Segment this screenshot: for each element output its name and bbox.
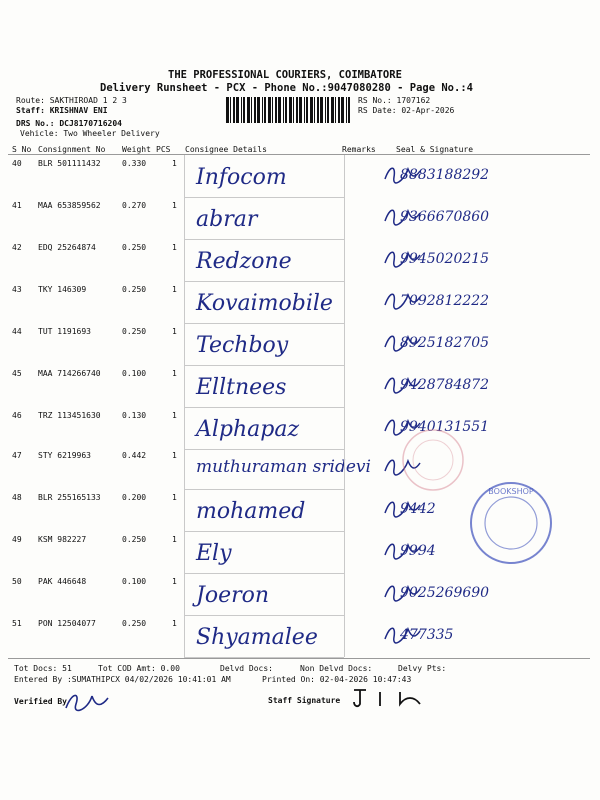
row-consignment: TUT 1191693 xyxy=(38,327,91,336)
row-signature-scribble xyxy=(382,373,422,395)
row-box-edge xyxy=(344,323,345,365)
barcode-bar xyxy=(230,97,231,123)
printed-on: Printed On: 02-04-2026 10:47:43 xyxy=(262,675,412,684)
col-weight: Weight xyxy=(122,145,151,154)
barcode-bar xyxy=(272,97,273,123)
barcode-bar xyxy=(348,97,350,123)
row-box-edge xyxy=(184,155,185,197)
entered-by: Entered By :SUMATHIPCX 04/02/2026 10:41:01 AM xyxy=(14,675,231,684)
barcode-bar xyxy=(275,97,277,123)
row-signature-scribble xyxy=(382,205,422,227)
row-sno: 43 xyxy=(12,285,22,294)
row-box-line xyxy=(184,489,344,490)
row-box-edge xyxy=(344,573,345,615)
barcode-bar xyxy=(257,97,260,123)
row-box-edge xyxy=(184,407,185,449)
barcode-bar xyxy=(314,97,315,123)
row-box-edge xyxy=(344,615,345,657)
row-sno: 47 xyxy=(12,451,22,460)
barcode-bar xyxy=(306,97,308,123)
row-consignee-handwritten: muthuraman sridevi xyxy=(196,457,371,477)
verified-by: Verified By xyxy=(14,697,67,706)
barcode xyxy=(226,97,354,123)
row-box-edge xyxy=(344,447,345,489)
vehicle-label: Vehicle: Two Wheeler Delivery xyxy=(20,129,160,138)
drs-number: DRS No.: DCJ8170716204 xyxy=(16,119,122,128)
row-box-edge xyxy=(344,407,345,449)
barcode-bar xyxy=(251,97,252,123)
row-consignee-handwritten: Joeron xyxy=(196,583,270,608)
row-sno: 49 xyxy=(12,535,22,544)
row-signature-scribble xyxy=(382,163,422,185)
rs-date: RS Date: 02-Apr-2026 xyxy=(358,106,455,115)
col-seal: Seal & Signature xyxy=(396,145,474,154)
row-consignee-handwritten: Infocom xyxy=(196,165,287,190)
row-consignee-handwritten: Elltnees xyxy=(196,375,287,400)
row-signature-text: 9940131551 xyxy=(400,419,490,435)
row-signature-scribble xyxy=(382,539,422,561)
row-weight: 0.330 xyxy=(122,159,147,168)
staff-signature xyxy=(350,686,430,714)
row-box-edge xyxy=(184,447,185,489)
row-box-edge xyxy=(344,239,345,281)
row-signature-text: 9025269690 xyxy=(400,585,490,601)
row-pcs: 1 xyxy=(172,243,177,252)
row-box-edge xyxy=(184,281,185,323)
row-box-line xyxy=(184,407,344,408)
row-pcs: 1 xyxy=(172,327,177,336)
row-box-edge xyxy=(184,615,185,657)
row-box-line xyxy=(184,449,344,450)
col-sno: S No xyxy=(12,145,32,154)
barcode-bar xyxy=(247,97,250,123)
row-signature-text: 9366670860 xyxy=(400,209,490,225)
row-pcs: 1 xyxy=(172,493,177,502)
row-signature-scribble xyxy=(382,581,422,603)
row-consignment: BLR 255165133 xyxy=(38,493,101,502)
row-consignment: STY 6219963 xyxy=(38,451,91,460)
row-consignment: KSM 982227 xyxy=(38,535,87,544)
row-weight: 0.130 xyxy=(122,411,147,420)
row-box-edge xyxy=(344,489,345,531)
row-weight: 0.250 xyxy=(122,535,147,544)
row-pcs: 1 xyxy=(172,411,177,420)
row-pcs: 1 xyxy=(172,201,177,210)
row-box-line xyxy=(184,197,344,198)
row-consignment: MAA 714266740 xyxy=(38,369,101,378)
barcode-bar xyxy=(236,97,239,123)
row-consignee-handwritten: mohamed xyxy=(196,499,306,524)
row-pcs: 1 xyxy=(172,285,177,294)
row-signature-scribble xyxy=(382,247,422,269)
row-consignee-handwritten: Redzone xyxy=(196,249,292,274)
row-sno: 40 xyxy=(12,159,22,168)
row-sno: 42 xyxy=(12,243,22,252)
row-sno: 46 xyxy=(12,411,22,420)
row-weight: 0.250 xyxy=(122,619,147,628)
row-signature-scribble xyxy=(382,289,422,311)
row-box-edge xyxy=(184,573,185,615)
row-pcs: 1 xyxy=(172,159,177,168)
barcode-bar xyxy=(283,97,284,123)
barcode-bar xyxy=(293,97,294,123)
bookshop-stamp xyxy=(466,478,556,568)
row-weight: 0.442 xyxy=(122,451,147,460)
row-sno: 48 xyxy=(12,493,22,502)
row-consignee-handwritten: Techboy xyxy=(196,333,289,358)
row-consignment: PON 12504077 xyxy=(38,619,96,628)
barcode-bar xyxy=(304,97,305,123)
row-sno: 44 xyxy=(12,327,22,336)
barcode-bar xyxy=(264,97,266,123)
barcode-bar xyxy=(254,97,256,123)
row-consignee-handwritten: Alphapaz xyxy=(196,417,300,442)
barcode-bar xyxy=(226,97,229,123)
row-box-line xyxy=(184,281,344,282)
row-box-line xyxy=(184,615,344,616)
barcode-bar xyxy=(299,97,302,123)
row-sno: 41 xyxy=(12,201,22,210)
delvy-pts: Delvy Pts: xyxy=(398,664,447,673)
row-pcs: 1 xyxy=(172,577,177,586)
col-pcs: PCS xyxy=(156,145,171,154)
route-label: Route: SAKTHIROAD 1 2 3 xyxy=(16,96,127,105)
row-signature-scribble xyxy=(382,497,422,519)
company-name: THE PROFESSIONAL COURIERS, COIMBATORE xyxy=(168,69,402,81)
row-signature-text: 9994 xyxy=(400,543,436,559)
row-weight: 0.250 xyxy=(122,327,147,336)
row-box-line xyxy=(184,323,344,324)
barcode-bar xyxy=(296,97,298,123)
verifier-signature xyxy=(62,688,112,718)
delvd-docs: Delvd Docs: xyxy=(220,664,273,673)
barcode-bar xyxy=(233,97,235,123)
tot-docs: Tot Docs: 51 xyxy=(14,664,72,673)
barcode-bar xyxy=(331,97,334,123)
staff-signature-label: Staff Signature xyxy=(268,696,341,705)
row-box-edge xyxy=(184,365,185,407)
row-box-edge xyxy=(344,365,345,407)
row-pcs: 1 xyxy=(172,451,177,460)
row-signature-text: 9442 xyxy=(400,501,436,517)
row-weight: 0.100 xyxy=(122,577,147,586)
row-consignee-handwritten: Shyamalee xyxy=(196,625,318,650)
staff-label: Staff: KRISHNAV ENI xyxy=(16,106,108,115)
row-box-edge xyxy=(344,155,345,197)
barcode-bar xyxy=(285,97,287,123)
header-divider xyxy=(8,154,590,155)
row-box-edge xyxy=(184,531,185,573)
tot-cod: Tot COD Amt: 0.00 xyxy=(98,664,180,673)
runsheet-title: Delivery Runsheet - PCX - Phone No.:9047080280 - Page No.:4 xyxy=(100,82,473,94)
barcode-bar xyxy=(341,97,344,123)
row-weight: 0.270 xyxy=(122,201,147,210)
stamp-text: BOOKSHOP xyxy=(488,487,534,496)
barcode-bar xyxy=(310,97,313,123)
col-consignment: Consignment No xyxy=(38,145,106,154)
barcode-bar xyxy=(320,97,323,123)
row-box-edge xyxy=(184,239,185,281)
barcode-bar xyxy=(327,97,329,123)
barcode-bar xyxy=(278,97,281,123)
row-consignment: BLR 501111432 xyxy=(38,159,101,168)
row-pcs: 1 xyxy=(172,535,177,544)
barcode-bar xyxy=(241,97,242,123)
row-box-edge xyxy=(184,489,185,531)
red-stamp xyxy=(398,425,468,495)
row-consignment: TKY 146309 xyxy=(38,285,87,294)
row-sno: 45 xyxy=(12,369,22,378)
row-box-edge xyxy=(344,281,345,323)
row-weight: 0.200 xyxy=(122,493,147,502)
row-box-line xyxy=(184,573,344,574)
row-consignment: TRZ 113451630 xyxy=(38,411,101,420)
row-sno: 50 xyxy=(12,577,22,586)
row-pcs: 1 xyxy=(172,369,177,378)
barcode-bar xyxy=(317,97,319,123)
barcode-bar xyxy=(335,97,336,123)
row-pcs: 1 xyxy=(172,619,177,628)
row-consignment: EDQ 25264874 xyxy=(38,243,96,252)
row-signature-text: 477335 xyxy=(400,627,454,643)
barcode-bar xyxy=(325,97,326,123)
row-signature-text: 9945020215 xyxy=(400,251,490,267)
row-signature-text: 9428784872 xyxy=(400,377,490,393)
row-signature-text: 7092812222 xyxy=(400,293,490,309)
barcode-bar xyxy=(289,97,292,123)
row-consignee-handwritten: Kovaimobile xyxy=(196,291,333,316)
row-box-line xyxy=(184,239,344,240)
non-delvd-docs: Non Delvd Docs: xyxy=(300,664,373,673)
barcode-bar xyxy=(338,97,340,123)
row-box-edge xyxy=(184,197,185,239)
barcode-bar xyxy=(262,97,263,123)
row-box-edge xyxy=(344,197,345,239)
barcode-bar xyxy=(268,97,271,123)
row-sno: 51 xyxy=(12,619,22,628)
row-signature-scribble xyxy=(382,331,422,353)
footer-divider xyxy=(8,658,590,659)
row-signature-scribble xyxy=(382,623,422,645)
row-signature-text: 8925182705 xyxy=(400,335,490,351)
row-box-edge xyxy=(344,531,345,573)
row-signature-text: 8883188292 xyxy=(400,167,490,183)
row-box-line xyxy=(184,365,344,366)
row-consignee-handwritten: Ely xyxy=(196,541,232,566)
row-weight: 0.250 xyxy=(122,285,147,294)
row-box-edge xyxy=(184,323,185,365)
col-remarks: Remarks xyxy=(342,145,376,154)
col-details: Consignee Details xyxy=(185,145,267,154)
row-consignment: MAA 653859562 xyxy=(38,201,101,210)
barcode-bar xyxy=(243,97,245,123)
row-box-line xyxy=(184,531,344,532)
row-consignee-handwritten: abrar xyxy=(196,207,258,232)
row-weight: 0.250 xyxy=(122,243,147,252)
row-weight: 0.100 xyxy=(122,369,147,378)
rs-number: RS No.: 1707162 xyxy=(358,96,431,105)
barcode-bar xyxy=(346,97,347,123)
row-consignment: PAK 446648 xyxy=(38,577,87,586)
